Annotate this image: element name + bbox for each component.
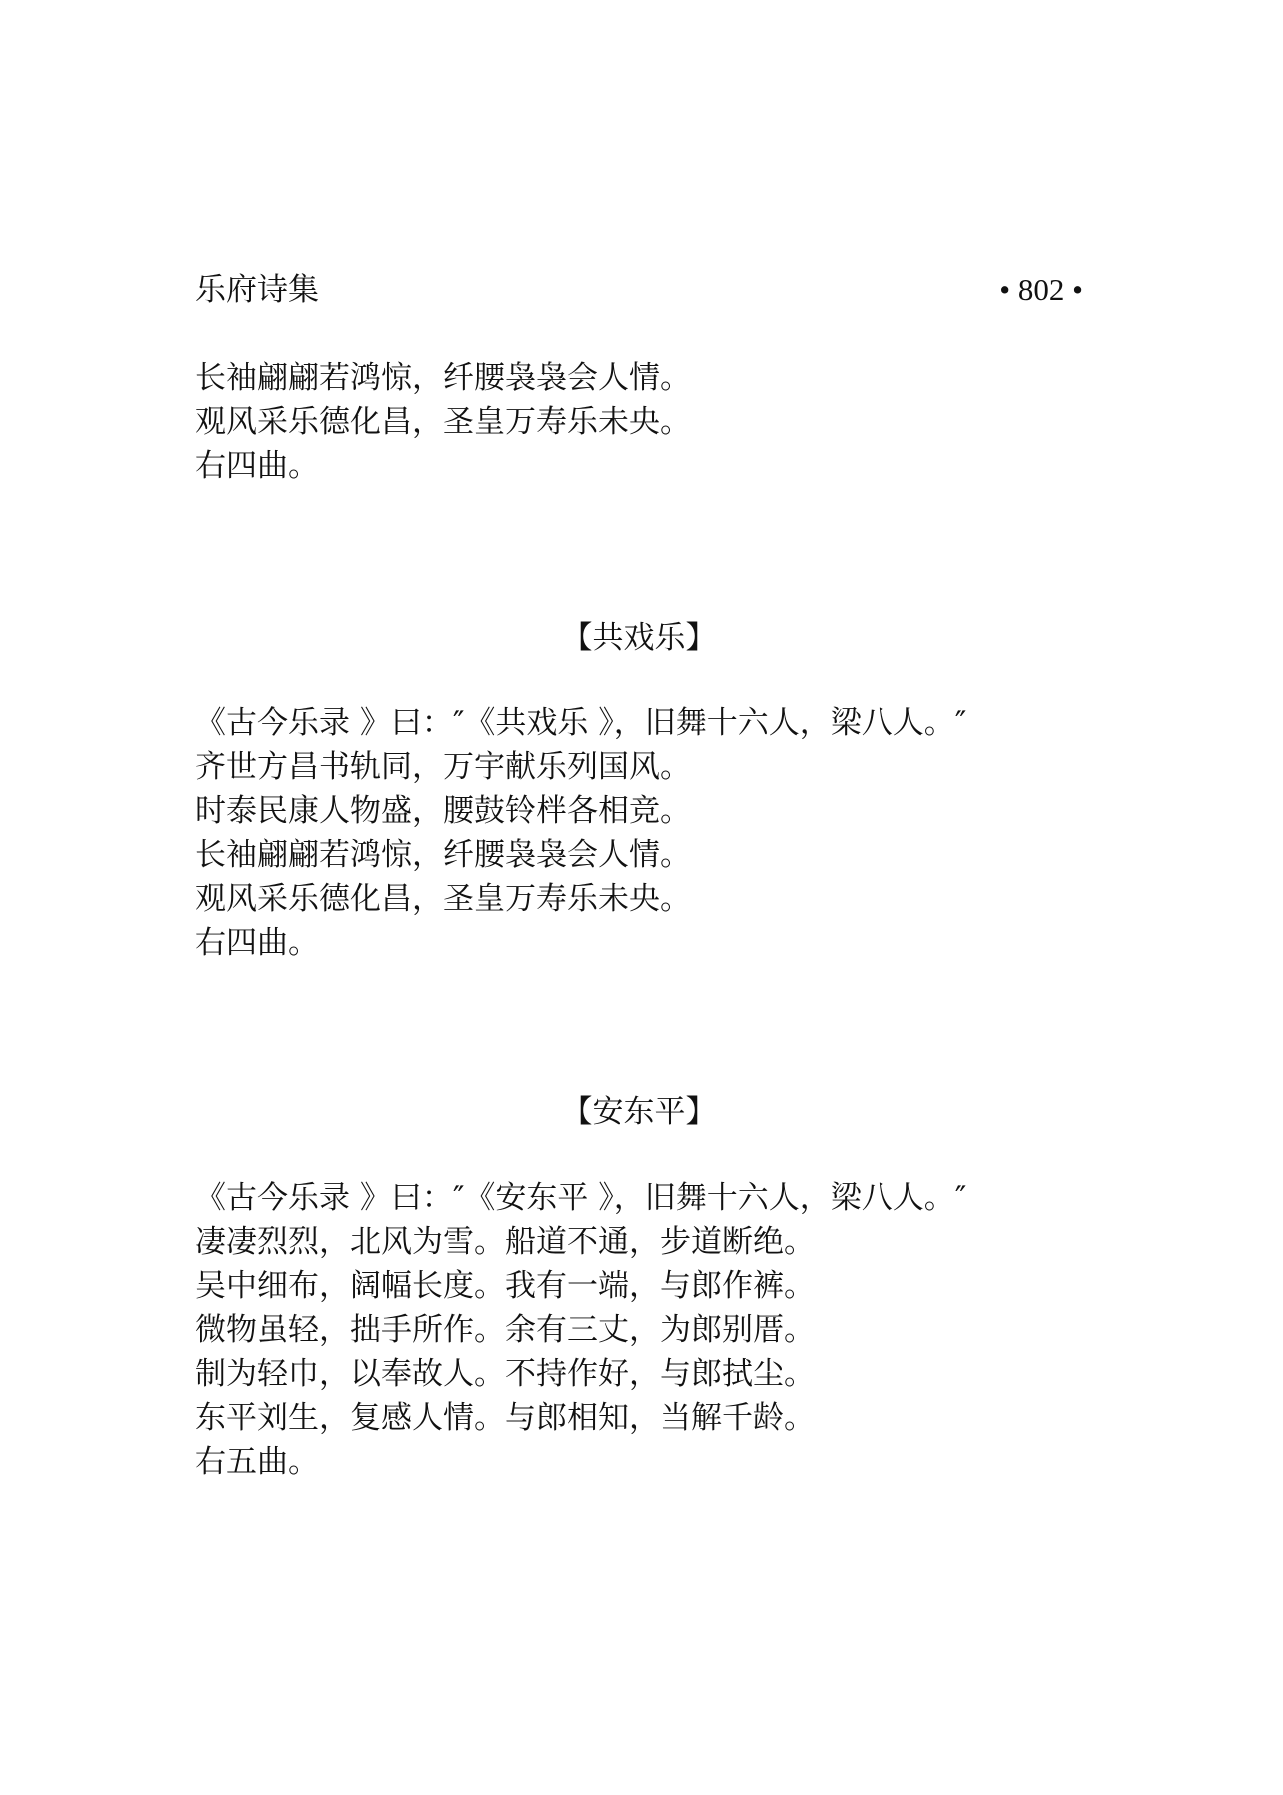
verse-line: 观风采乐德化昌，圣皇万寿乐未央。: [195, 404, 691, 440]
verse-line: 吴中细布，阔幅长度。我有一端，与郎作裤。: [195, 1268, 815, 1304]
section-andongping-text: [195, 1176, 1095, 1484]
running-header: [195, 268, 1083, 312]
section-title-gongxile: 【共戏乐】: [561, 620, 717, 656]
preface-line: 《古今乐录 》曰：″《安东平 》，旧舞十六人，梁八人。″: [195, 1180, 967, 1216]
verse-line: 制为轻巾，以奉故人。不持作好，与郎拭尘。: [195, 1356, 815, 1392]
section-continued-text: [195, 356, 1095, 488]
verse-line: 东平刘生，复感人情。与郎相知，当解千龄。: [195, 1400, 815, 1436]
verse-line: 微物虽轻，拙手所作。余有三丈，为郎别厝。: [195, 1312, 815, 1348]
verse-line: 时泰民康人物盛，腰鼓铃柈各相竞。: [195, 793, 691, 829]
verse-line: 观风采乐德化昌，圣皇万寿乐未央。: [195, 881, 691, 917]
preface-line: 《古今乐录 》曰：″《共戏乐 》，旧舞十六人，梁八人。″: [195, 705, 967, 741]
verse-line: 齐世方昌书轨同，万宇献乐列国风。: [195, 749, 691, 785]
book-title: 乐府诗集: [195, 272, 319, 308]
section-gongxile-text: [195, 701, 1095, 965]
page-number: • 802 •: [999, 272, 1083, 307]
verse-line: 右五曲。: [195, 1444, 319, 1480]
verse-line: 长袖翩翩若鸿惊，纤腰袅袅会人情。: [195, 360, 691, 396]
verse-line: 长袖翩翩若鸿惊，纤腰袅袅会人情。: [195, 837, 691, 873]
section-title-andongping: 【安东平】: [561, 1094, 717, 1130]
verse-line: 右四曲。: [195, 925, 319, 961]
verse-line: 凄凄烈烈，北风为雪。船道不通，步道断绝。: [195, 1224, 815, 1260]
verse-line: 右四曲。: [195, 448, 319, 484]
